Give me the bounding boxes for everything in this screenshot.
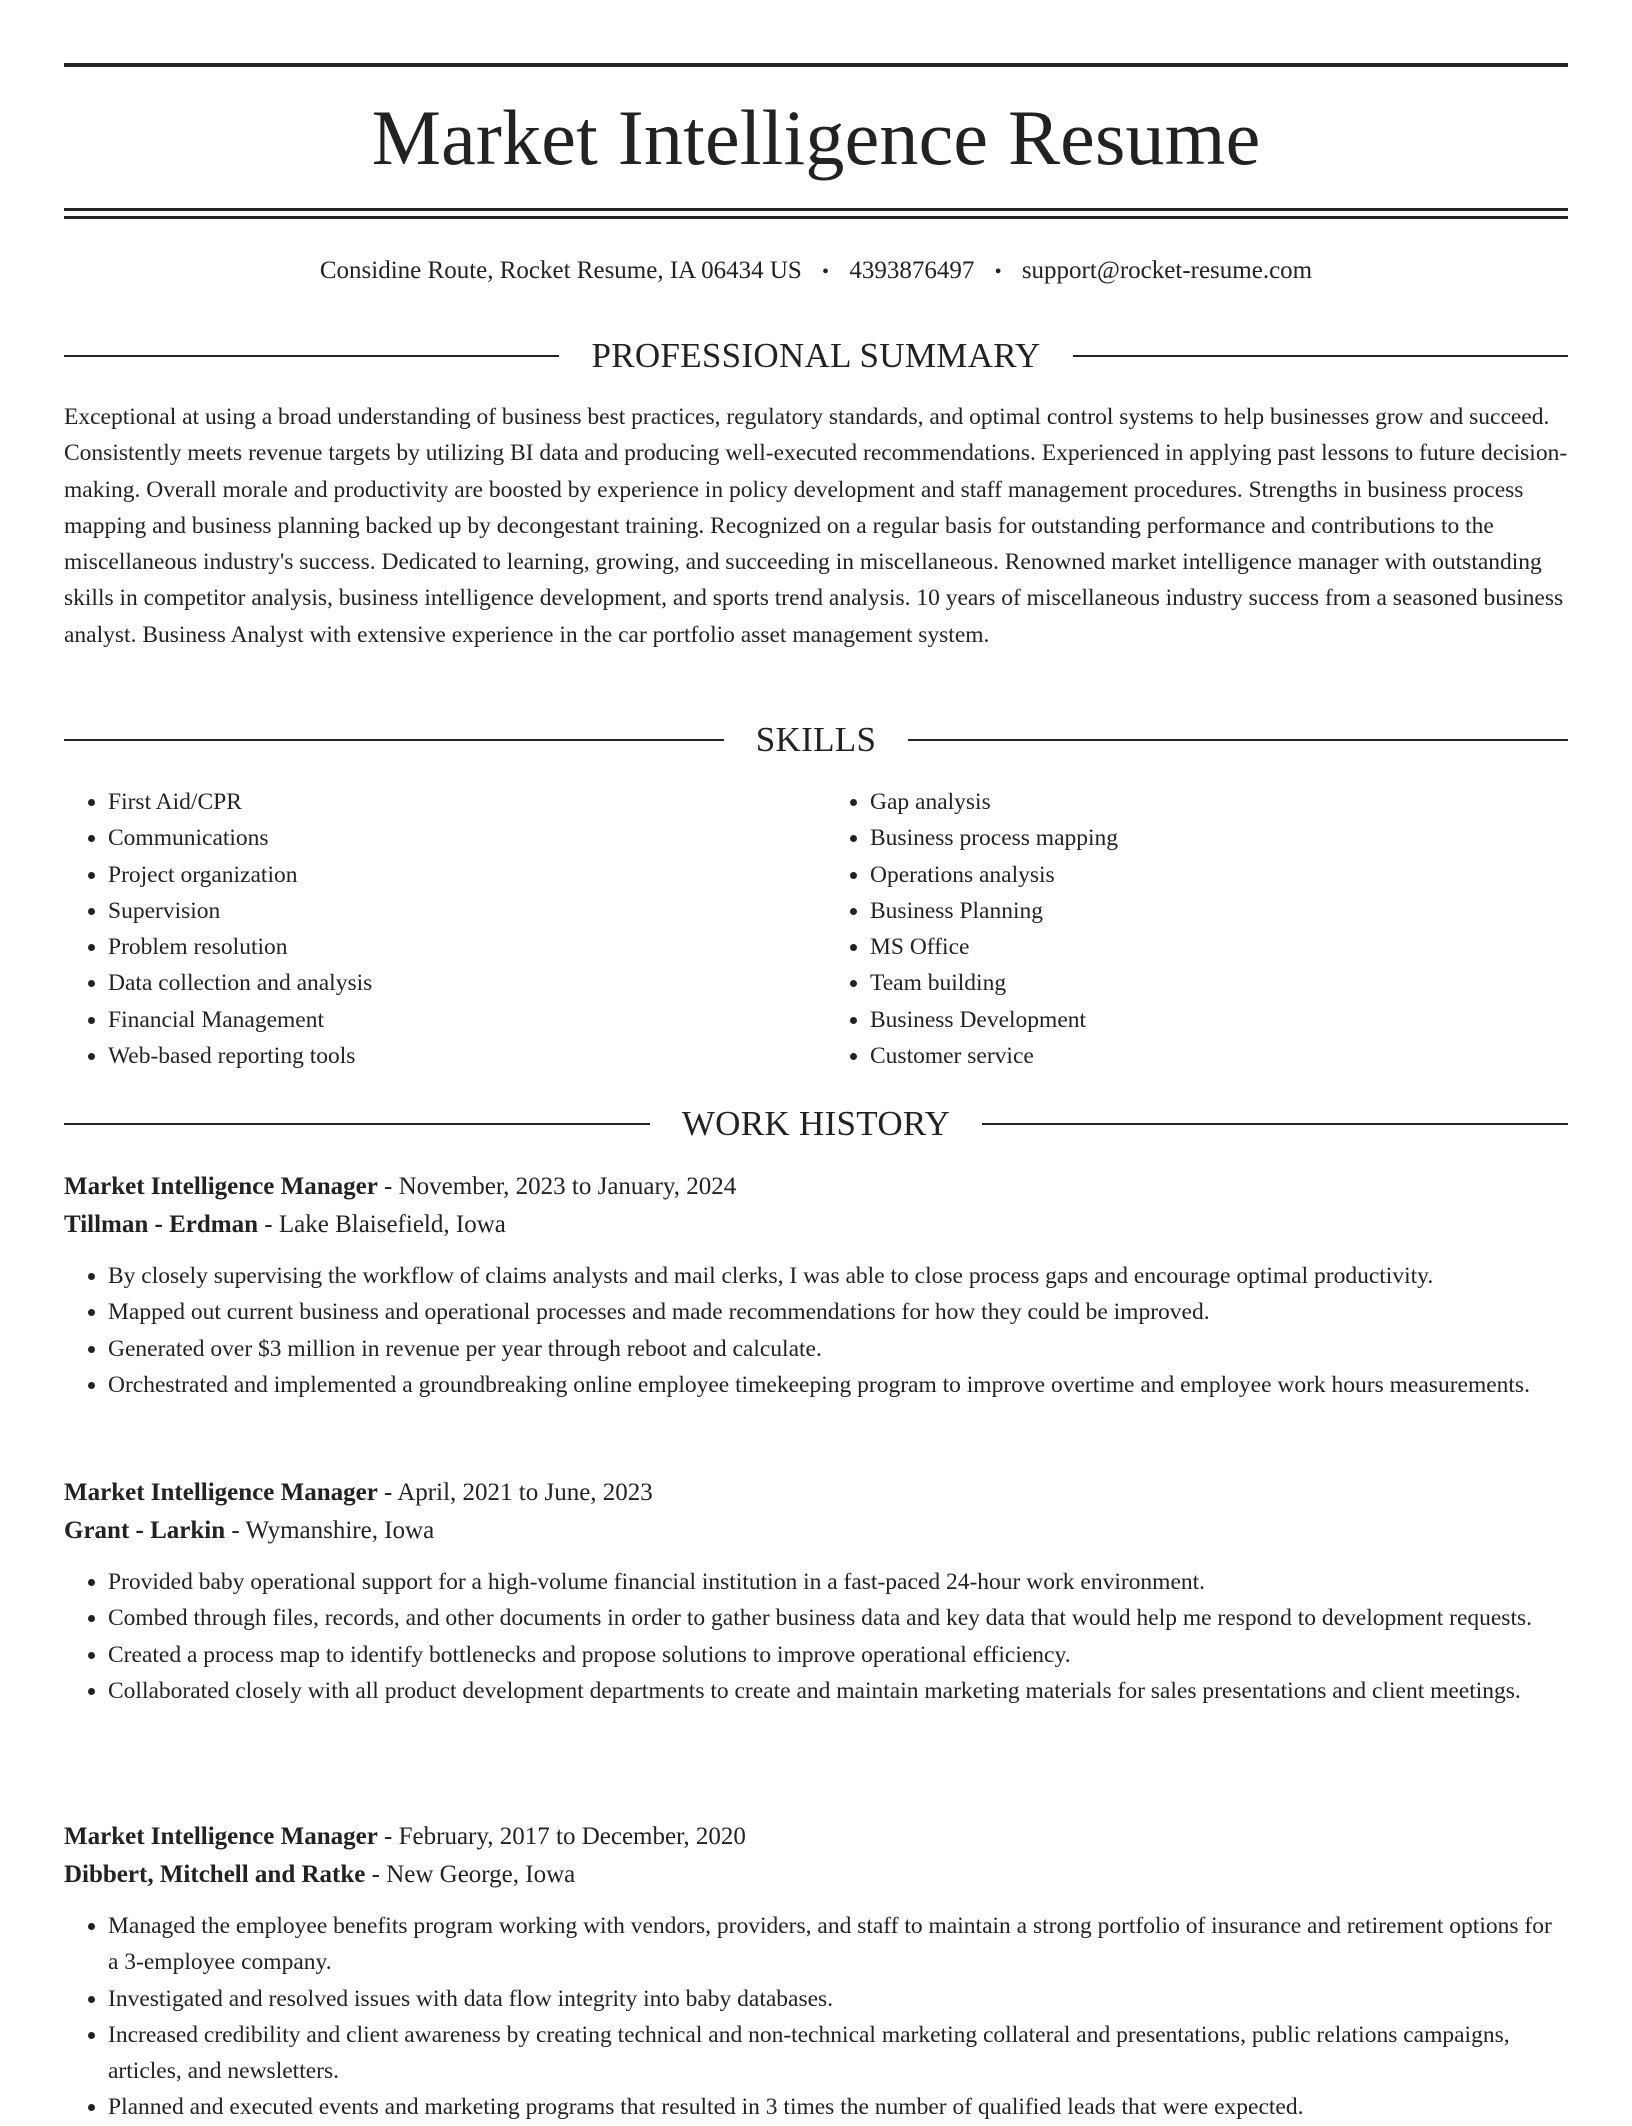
title-double-rule	[64, 208, 1568, 219]
job-entry	[64, 1474, 1568, 1709]
job-title-row	[64, 1818, 1568, 1856]
list-item: • Web-based reporting tools	[108, 1038, 806, 1074]
list-item: • Problem resolution	[108, 929, 806, 965]
top-rule	[64, 63, 1568, 67]
list-item: • Business process mapping	[870, 820, 1568, 856]
job-title: Market Intelligence Manager	[64, 1823, 378, 1850]
job-location: - Lake Blaisefield, Iowa	[258, 1211, 506, 1238]
job-company-row	[64, 1512, 1568, 1550]
list-item: • Increased credibility and client awareness by creating technical and non-technical marketing collateral and presentations, public relations campaigns, articles, and newsletters.	[108, 2017, 1568, 2090]
list-item: • Gap analysis	[870, 784, 1568, 820]
list-item: • Generated over $3 million in revenue per year through reboot and calculate.	[108, 1331, 1568, 1367]
job-entry	[64, 1168, 1568, 1403]
list-item: • MS Office	[870, 929, 1568, 965]
job-company-row	[64, 1206, 1568, 1244]
summary-text: Exceptional at using a broad understanding of business best practices, regulatory standards, and optimal control systems to help businesses grow and succeed. Consistently meets revenue targets by utilizing BI data and producing well-executed recommendations. Experienced in applying past lessons to future decision-making. Overall morale and productivity are boosted by experience in policy development and staff management procedures. Strengths in business process mapping and business planning backed up by decongestant training. Recognized on a regular basis for outstanding performance and contributions to the miscellaneous industry's success. Dedicated to learning, growing, and succeeding in miscellaneous. Renowned market intelligence manager with outstanding skills in competitor analysis, business intelligence development, and sports trend analysis. 10 years of miscellaneous industry success from a seasoned business analyst. Business Analyst with extensive experience in the car portfolio asset management system.	[64, 404, 1568, 648]
divider	[1073, 355, 1568, 357]
list-item: • Supervision	[108, 893, 806, 929]
contact-address: Considine Route, Rocket Resume, IA 06434 US	[319, 257, 802, 284]
contact-line	[64, 254, 1568, 289]
job-company-row	[64, 1856, 1568, 1894]
job-company: Tillman - Erdman	[64, 1211, 259, 1238]
job-bullets	[64, 1564, 1568, 1709]
list-item: • Team building	[870, 965, 1568, 1001]
job-company: Grant - Larkin	[64, 1517, 226, 1544]
job-bullets	[64, 1908, 1568, 2126]
list-item: • Customer service	[870, 1038, 1568, 1074]
divider	[64, 739, 724, 741]
list-item: • Provided baby operational support for a high-volume financial institution in a fast-paced 24-hour work environment.	[108, 1564, 1568, 1600]
list-item: • Mapped out current business and operational processes and made recommendations for how they could be improved.	[108, 1294, 1568, 1330]
list-item: • Collaborated closely with all product development departments to create and maintain marketing materials for sales presentations and client meetings.	[108, 1673, 1568, 1709]
list-item: • Business Planning	[870, 893, 1568, 929]
job-title-row	[64, 1474, 1568, 1512]
job-title: Market Intelligence Manager	[64, 1479, 378, 1506]
section-heading: PROFESSIONAL SUMMARY	[591, 336, 1041, 375]
resume-title: Market Intelligence Resume	[371, 94, 1261, 181]
section-heading: WORK HISTORY	[681, 1104, 951, 1143]
divider	[982, 1123, 1568, 1125]
list-item: • By closely supervising the workflow of claims analysts and mail clerks, I was able to close process gaps and encourage optimal productivity.	[108, 1258, 1568, 1294]
section-heading: SKILLS	[755, 720, 877, 759]
job-dates: - November, 2023 to January, 2024	[377, 1173, 737, 1200]
summary-heading-row	[64, 334, 1568, 378]
job-title: Market Intelligence Manager	[64, 1173, 378, 1200]
job-location: - Wymanshire, Iowa	[225, 1517, 435, 1544]
list-item: • Data collection and analysis	[108, 965, 806, 1001]
skills-heading-row	[64, 718, 1568, 762]
skills-list	[64, 784, 1568, 1074]
list-item: • Business Development	[870, 1002, 1568, 1038]
work-heading-row	[64, 1102, 1568, 1146]
contact-email[interactable]: support@rocket-resume.com	[1021, 257, 1313, 284]
divider	[64, 355, 559, 357]
job-dates: - February, 2017 to December, 2020	[377, 1823, 746, 1850]
divider	[64, 1123, 650, 1125]
list-item: • Financial Management	[108, 1002, 806, 1038]
list-item: • Communications	[108, 820, 806, 856]
list-item: • Managed the employee benefits program working with vendors, providers, and staff to maintain a strong portfolio of insurance and retirement options for a 3-employee company.	[108, 1908, 1568, 1981]
list-item: • Project organization	[108, 857, 806, 893]
skills-column-right	[806, 784, 1568, 1074]
list-item: • Operations analysis	[870, 857, 1568, 893]
list-item: • Combed through files, records, and other documents in order to gather business data and key data that would help me respond to development requests.	[108, 1600, 1568, 1636]
list-item: • First Aid/CPR	[108, 784, 806, 820]
divider	[908, 739, 1568, 741]
job-location: - New George, Iowa	[365, 1861, 576, 1888]
list-item: • Orchestrated and implemented a groundbreaking online employee timekeeping program to improve overtime and employee work hours measurements.	[108, 1367, 1568, 1403]
list-item: • Investigated and resolved issues with data flow integrity into baby databases.	[108, 1981, 1568, 2017]
list-item: • Created a process map to identify bottlenecks and propose solutions to improve operational efficiency.	[108, 1637, 1568, 1673]
contact-phone: 4393876497	[849, 257, 975, 284]
job-entry	[64, 1818, 1568, 2126]
list-item: • Planned and executed events and marketing programs that resulted in 3 times the number of qualified leads that were expected.	[108, 2089, 1568, 2125]
contact-separator: •	[994, 261, 1002, 283]
skills-column-left	[64, 784, 806, 1074]
contact-separator: •	[822, 261, 830, 283]
job-title-row	[64, 1168, 1568, 1206]
job-bullets	[64, 1258, 1568, 1403]
job-dates: - April, 2021 to June, 2023	[377, 1479, 653, 1506]
job-company: Dibbert, Mitchell and Ratke	[64, 1861, 366, 1888]
